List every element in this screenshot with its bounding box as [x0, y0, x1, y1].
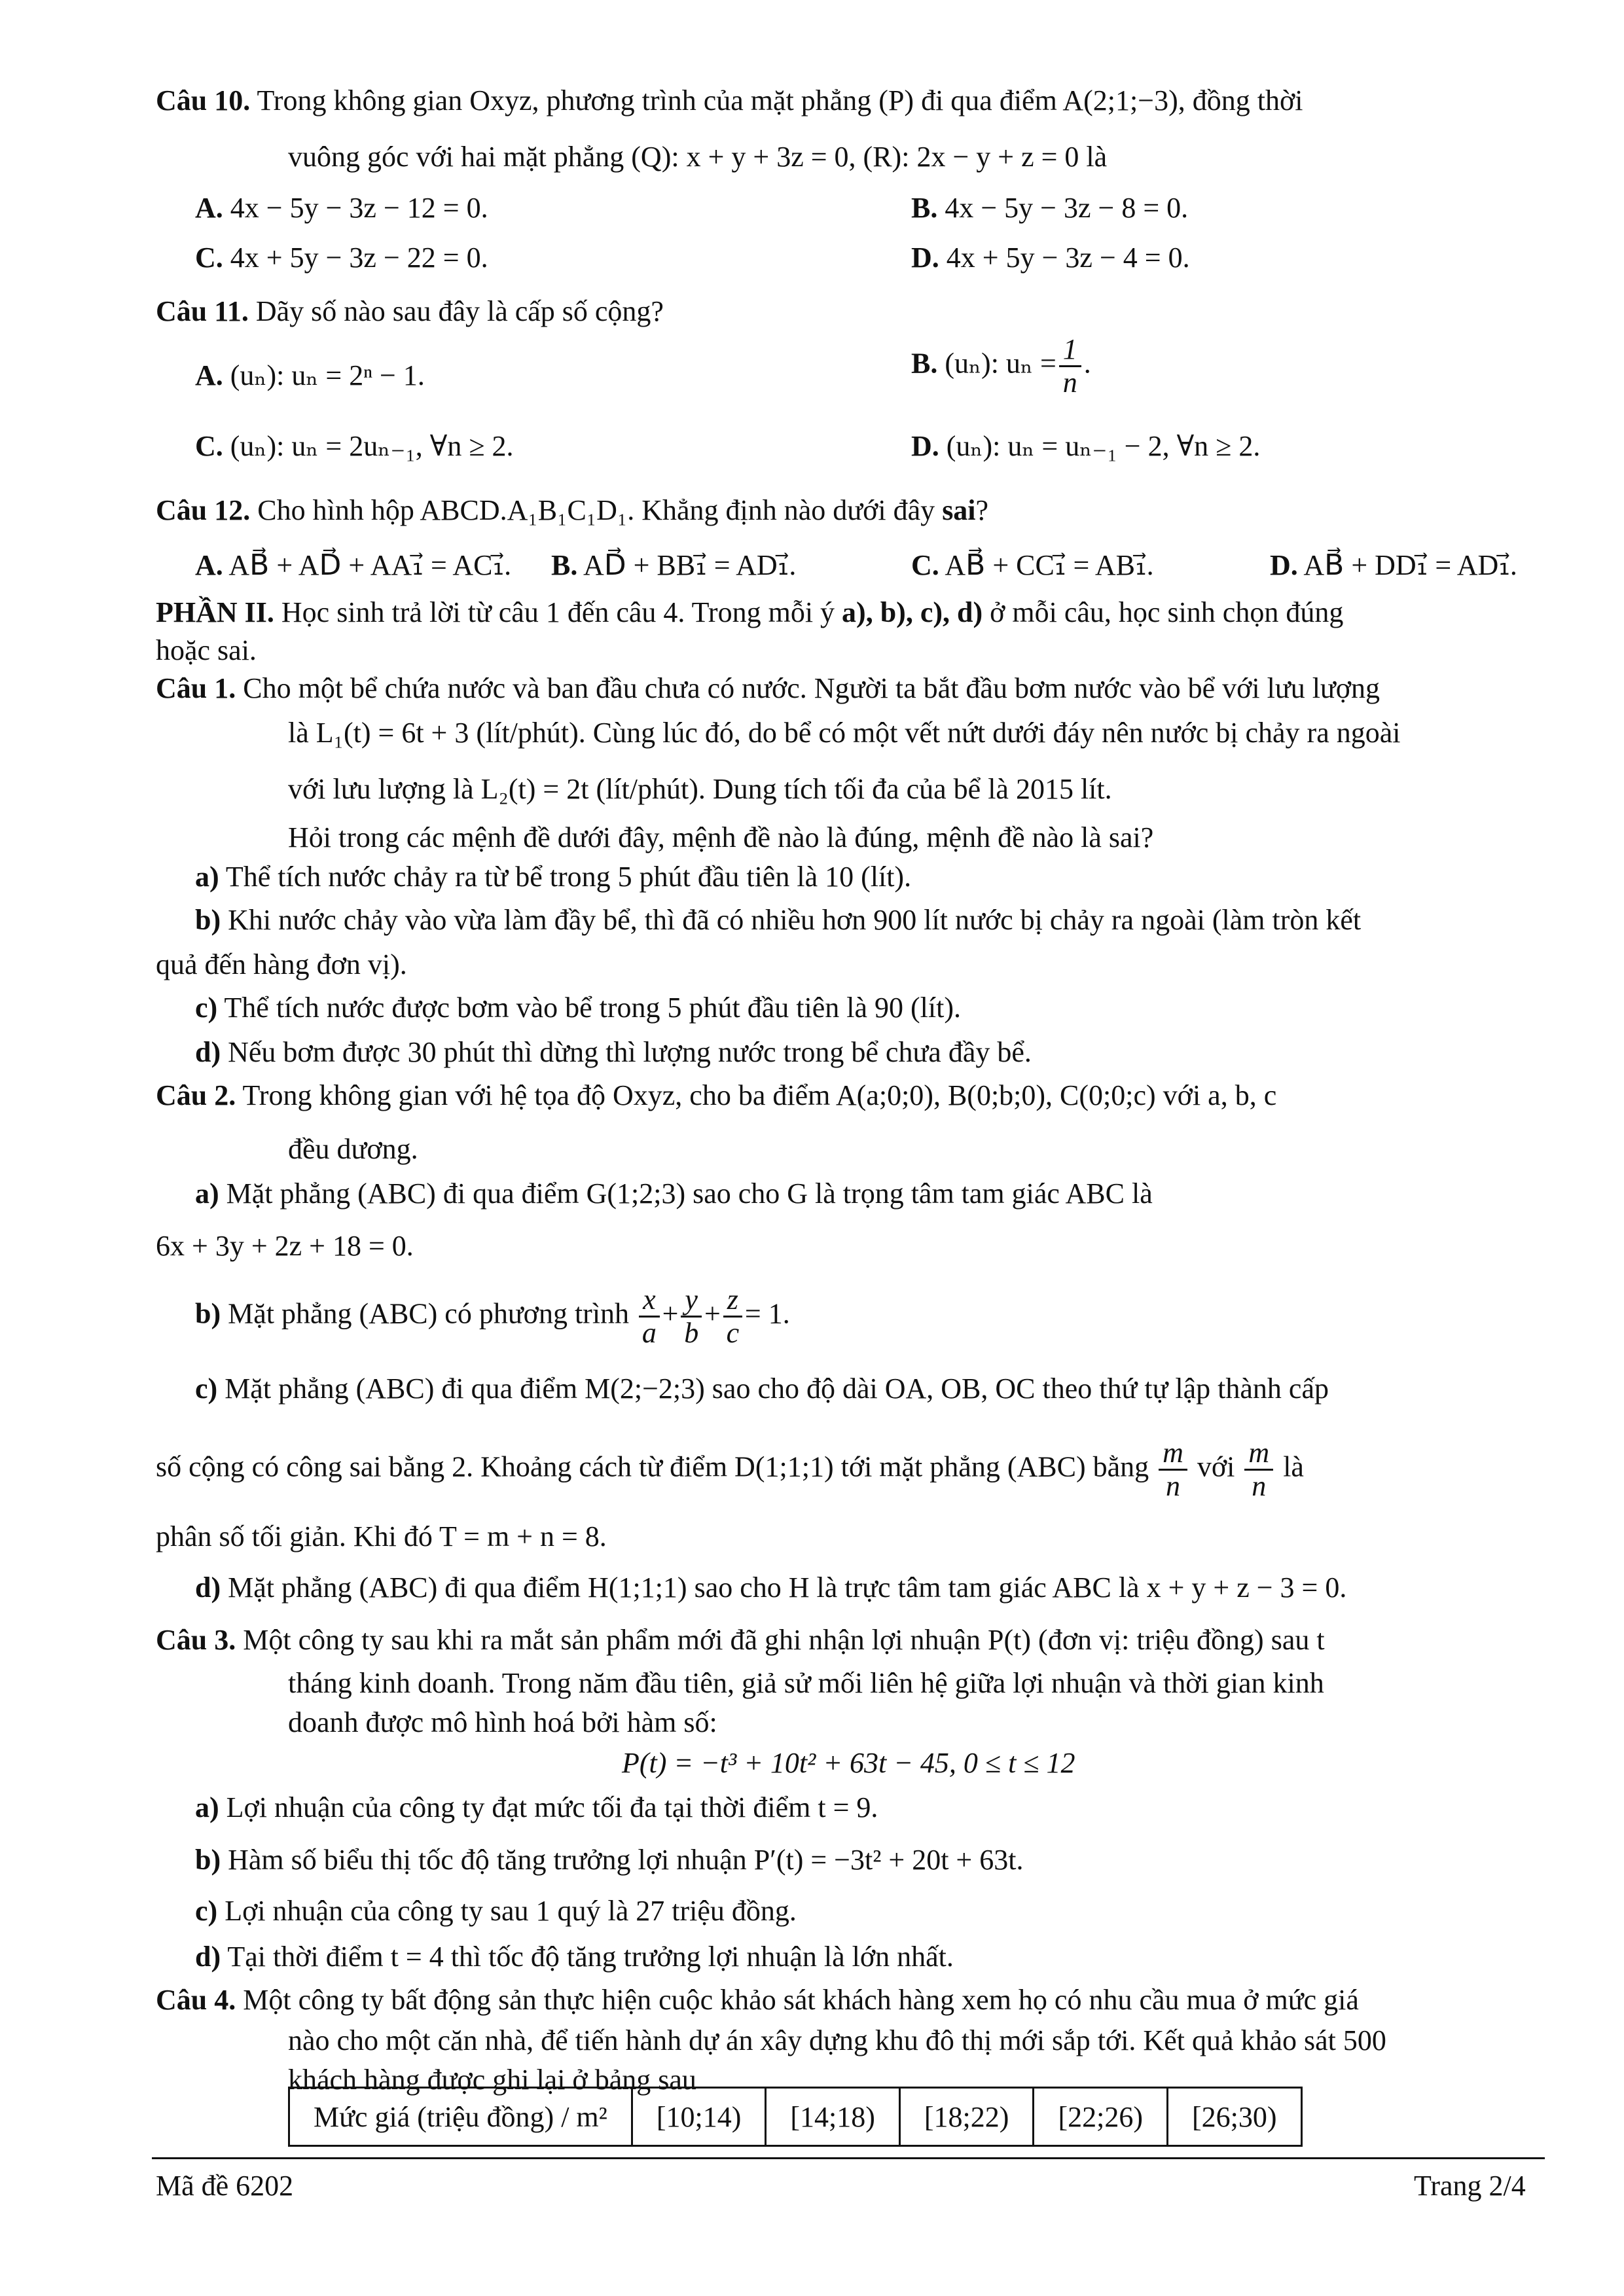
- p2-statement-d: d) Mặt phẳng (ABC) đi qua điểm H(1;1;1) sao cho H là trực tâm tam giác ABC là x + y + z − 3 = 0.: [195, 1571, 1347, 1604]
- p4-line2: nào cho một căn nhà, để tiến hành dự án xây dựng khu đô thị mới sắp tới. Kết quả khảo sát 500: [288, 2024, 1386, 2056]
- q10-option-a: A. 4x − 5y − 3z − 12 = 0.: [195, 192, 488, 224]
- part2-instructions-1: PHẦN II. Học sinh trả lời từ câu 1 đến câu 4. Trong mỗi ý a), b), c), d) ở mỗi câu, học sinh chọn đúng: [156, 596, 1344, 628]
- table-cell: [14;18): [766, 2088, 900, 2146]
- table-header-cell: Mức giá (triệu đồng) / m²: [289, 2088, 632, 2146]
- q11-question: Câu 11. Dãy số nào sau đây là cấp số cộng?: [156, 295, 664, 327]
- q12-option-a: A. AB⃗ + AD⃗ + AA₁⃗ = AC₁⃗.: [195, 549, 512, 581]
- p1-line3: với lưu lượng là L₂(t) = 2t (lít/phút). Dung tích tối đa của bể là 2015 lít.: [288, 773, 1112, 805]
- q12-question: Câu 12. Cho hình hộp ABCD.A₁B₁C₁D₁. Khẳng định nào dưới đây sai?: [156, 494, 989, 526]
- footer-divider: [152, 2157, 1545, 2159]
- p1-statement-a: a) Thể tích nước chảy ra từ bể trong 5 phút đầu tiên là 10 (lít).: [195, 861, 912, 893]
- q10-option-b: B. 4x − 5y − 3z − 8 = 0.: [911, 192, 1189, 224]
- exam-code: Mã đề 6202: [156, 2170, 294, 2202]
- q11-option-a: A. (uₙ): uₙ = 2ⁿ − 1.: [195, 359, 425, 391]
- q11-option-b: B. (uₙ): uₙ = $\frac{1}{n}$ .: [911, 333, 1091, 399]
- p1-line2: là L₁(t) = 6t + 3 (lít/phút). Cùng lúc đó, do bể có một vết nứt dưới đáy nên nước bị chảy ra ngoài: [288, 717, 1401, 749]
- q11-option-d: D. (uₙ): uₙ = uₙ₋₁ − 2, ∀n ≥ 2.: [911, 430, 1261, 462]
- q11-option-c: C. (uₙ): uₙ = 2uₙ₋₁, ∀n ≥ 2.: [195, 430, 514, 462]
- q12-option-b: B. AD⃗ + BB₁⃗ = AD₁⃗.: [551, 549, 797, 581]
- p1-statement-b-1: b) Khi nước chảy vào vừa làm đầy bể, thì đã có nhiều hơn 900 lít nước bị chảy ra ngoài (làm tròn kết: [195, 904, 1362, 936]
- table-row: [289, 2088, 1302, 2146]
- p3-line1: Câu 3. Một công ty sau khi ra mắt sản phẩm mới đã ghi nhận lợi nhuận P(t) (đơn vị: triệu đồng) sau t: [156, 1624, 1325, 1656]
- q11-fraction: $\frac{1}{n}$: [1059, 334, 1081, 399]
- p1-line1: Câu 1. Cho một bể chứa nước và ban đầu chưa có nước. Người ta bắt đầu bơm nước vào bể với lưu lượng: [156, 672, 1380, 704]
- q10-option-c: C. 4x + 5y − 3z − 22 = 0.: [195, 242, 488, 274]
- q10-text-2: vuông góc với hai mặt phẳng (Q): x + y + 3z = 0, (R): 2x − y + z = 0 là: [288, 141, 1108, 173]
- p3-line2: tháng kinh doanh. Trong năm đầu tiên, giả sử mối liên hệ giữa lợi nhuận và thời gian kinh: [288, 1667, 1324, 1699]
- q12-option-d: D. AB⃗ + DD₁⃗ = AD₁⃗.: [1270, 549, 1517, 581]
- p3-statement-b: b) Hàm số biểu thị tốc độ tăng trưởng lợi nhuận P′(t) = −3t² + 20t + 63t.: [195, 1844, 1024, 1876]
- p3-line3: doanh được mô hình hoá bởi hàm số:: [288, 1706, 717, 1738]
- part2-instructions-2: hoặc sai.: [156, 634, 257, 666]
- p1-statement-d: d) Nếu bơm được 30 phút thì dừng thì lượng nước trong bể chưa đầy bể.: [195, 1036, 1032, 1068]
- p3-formula: P(t) = −t³ + 10t² + 63t − 45, 0 ≤ t ≤ 12: [622, 1747, 1075, 1779]
- p2-statement-c-3: phân số tối giản. Khi đó T = m + n = 8.: [156, 1520, 607, 1552]
- p3-statement-d: d) Tại thời điểm t = 4 thì tốc độ tăng trưởng lợi nhuận là lớn nhất.: [195, 1941, 954, 1973]
- p4-line3: khách hàng được ghi lại ở bảng sau: [288, 2064, 696, 2096]
- page-number: Trang 2/4: [1414, 2170, 1526, 2202]
- p2-line1: Câu 2. Trong không gian với hệ tọa độ Oxyz, cho ba điểm A(a;0;0), B(0;b;0), C(0;0;c) với a, b, c: [156, 1079, 1277, 1111]
- p2-statement-c-2: số cộng có công sai bằng 2. Khoảng cách từ điểm D(1;1;1) tới mặt phẳng (ABC) bằng $\frac{m}{n}$ với $\frac{m}{n}$ là: [156, 1437, 1304, 1502]
- p2-statement-a-1: a) Mặt phẳng (ABC) đi qua điểm G(1;2;3) sao cho G là trọng tâm tam giác ABC là: [195, 1177, 1153, 1210]
- q10-text-1: Trong không gian Oxyz, phương trình của mặt phẳng (P) đi qua điểm A(2;1;−3), đồng thời: [257, 84, 1303, 117]
- p2-statement-c-1: c) Mặt phẳng (ABC) đi qua điểm M(2;−2;3) sao cho độ dài OA, OB, OC theo thứ tự lập thành cấp: [195, 1372, 1329, 1405]
- p3-statement-c: c) Lợi nhuận của công ty sau 1 quý là 27 triệu đồng.: [195, 1895, 797, 1927]
- p1-line4: Hỏi trong các mệnh đề dưới đây, mệnh đề nào là đúng, mệnh đề nào là sai?: [288, 821, 1154, 853]
- table-cell: [22;26): [1034, 2088, 1168, 2146]
- p2-line2: đều dương.: [288, 1133, 418, 1165]
- p3-statement-a: a) Lợi nhuận của công ty đạt mức tối đa tại thời điểm t = 9.: [195, 1791, 878, 1823]
- p4-line1: Câu 4. Một công ty bất động sản thực hiện cuộc khảo sát khách hàng xem họ có nhu cầu mua ở mức giá: [156, 1984, 1359, 2016]
- price-survey-table: [288, 2087, 1303, 2147]
- p1-statement-c: c) Thể tích nước được bơm vào bể trong 5 phút đầu tiên là 90 (lít).: [195, 992, 961, 1024]
- q10-option-d: D. 4x + 5y − 3z − 4 = 0.: [911, 242, 1190, 274]
- q10-line1: [156, 82, 1303, 119]
- p1-statement-b-2: quả đến hàng đơn vị).: [156, 948, 407, 980]
- q10-title: Câu 10.: [156, 84, 251, 117]
- table-cell: [10;14): [632, 2088, 766, 2146]
- q12-option-c: C. AB⃗ + CC₁⃗ = AB₁⃗.: [911, 549, 1154, 581]
- table-cell: [18;22): [899, 2088, 1034, 2146]
- table-cell: [26;30): [1167, 2088, 1301, 2146]
- p2-statement-b: b) Mặt phẳng (ABC) có phương trình $\frac{x}{a}$ + $\frac{y}{b}$ + $\frac{z}{c}$ = 1.: [195, 1283, 790, 1349]
- p2-statement-a-2: 6x + 3y + 2z + 18 = 0.: [156, 1230, 414, 1262]
